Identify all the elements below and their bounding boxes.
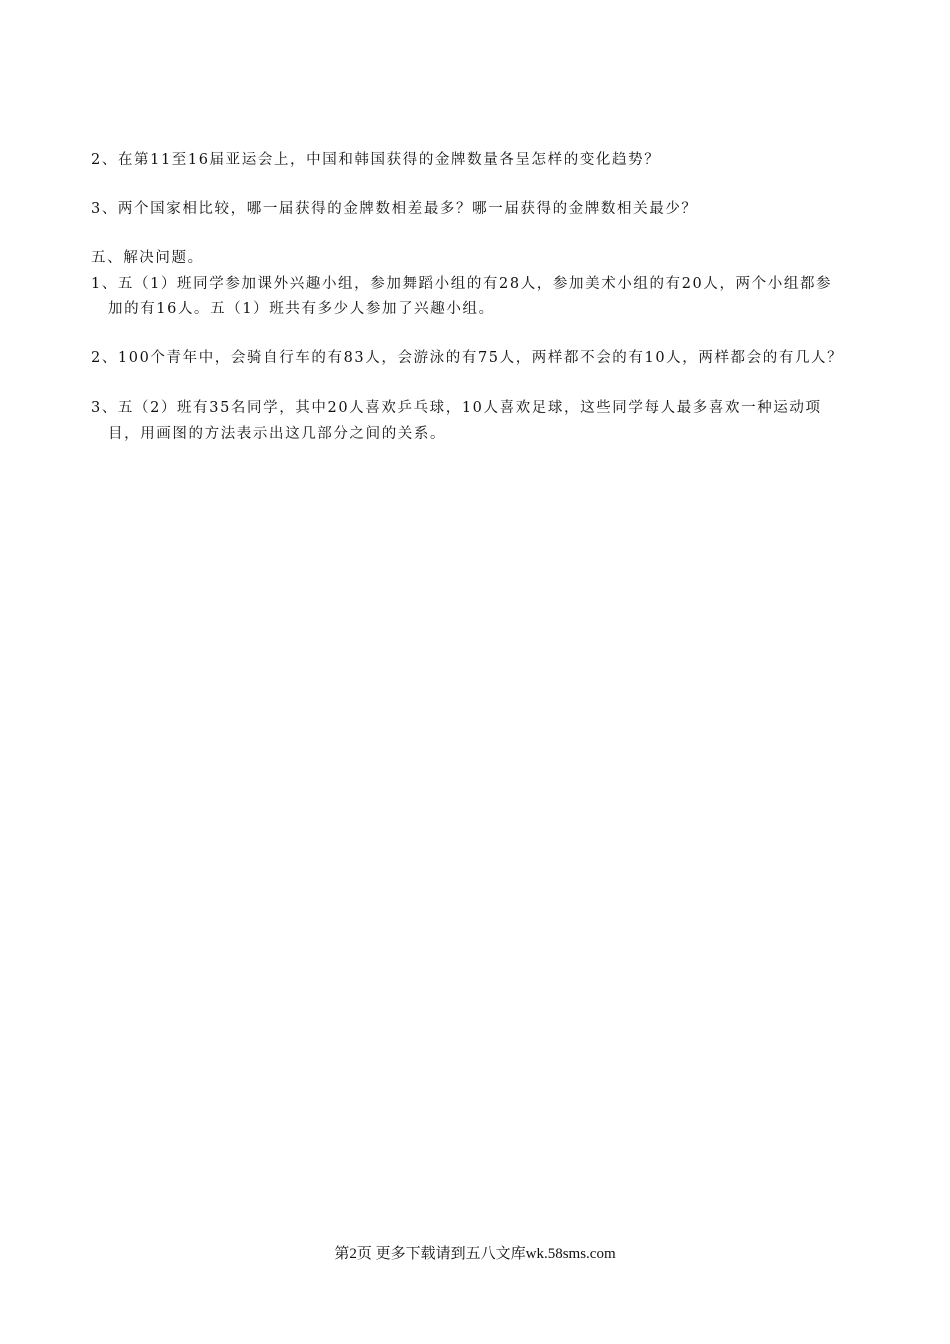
question-3-medal-difference: 3、两个国家相比较，哪一届获得的金牌数相差最多？哪一届获得的金牌数相关最少？	[91, 201, 698, 217]
problem-1-line-2: 加的有16人。五（1）班共有多少人参加了兴趣小组。	[108, 301, 495, 317]
problem-3-line-1: 3、五（2）班有35名同学，其中20人喜欢乒乓球，10人喜欢足球，这些同学每人最多喜欢一种运动项	[91, 400, 822, 416]
question-2-gold-medal-trend: 2、在第11至16届亚运会上，中国和韩国获得的金牌数量各呈怎样的变化趋势？	[91, 152, 661, 168]
problem-1-line-1: 1、五（1）班同学参加课外兴趣小组，参加舞蹈小组的有28人，参加美术小组的有20人，两个小组都参	[91, 276, 833, 292]
page-footer: 第2页 更多下载请到五八文库wk.58sms.com	[334, 1246, 616, 1262]
problem-2-line-1: 2、100个青年中，会骑自行车的有83人，会游泳的有75人，两样都不会的有10人，两样都会的有几人？	[91, 350, 844, 366]
problem-3-line-2: 目，用画图的方法表示出这几部分之间的关系。	[108, 426, 447, 442]
section-5-heading: 五、解决问题。	[91, 250, 204, 266]
